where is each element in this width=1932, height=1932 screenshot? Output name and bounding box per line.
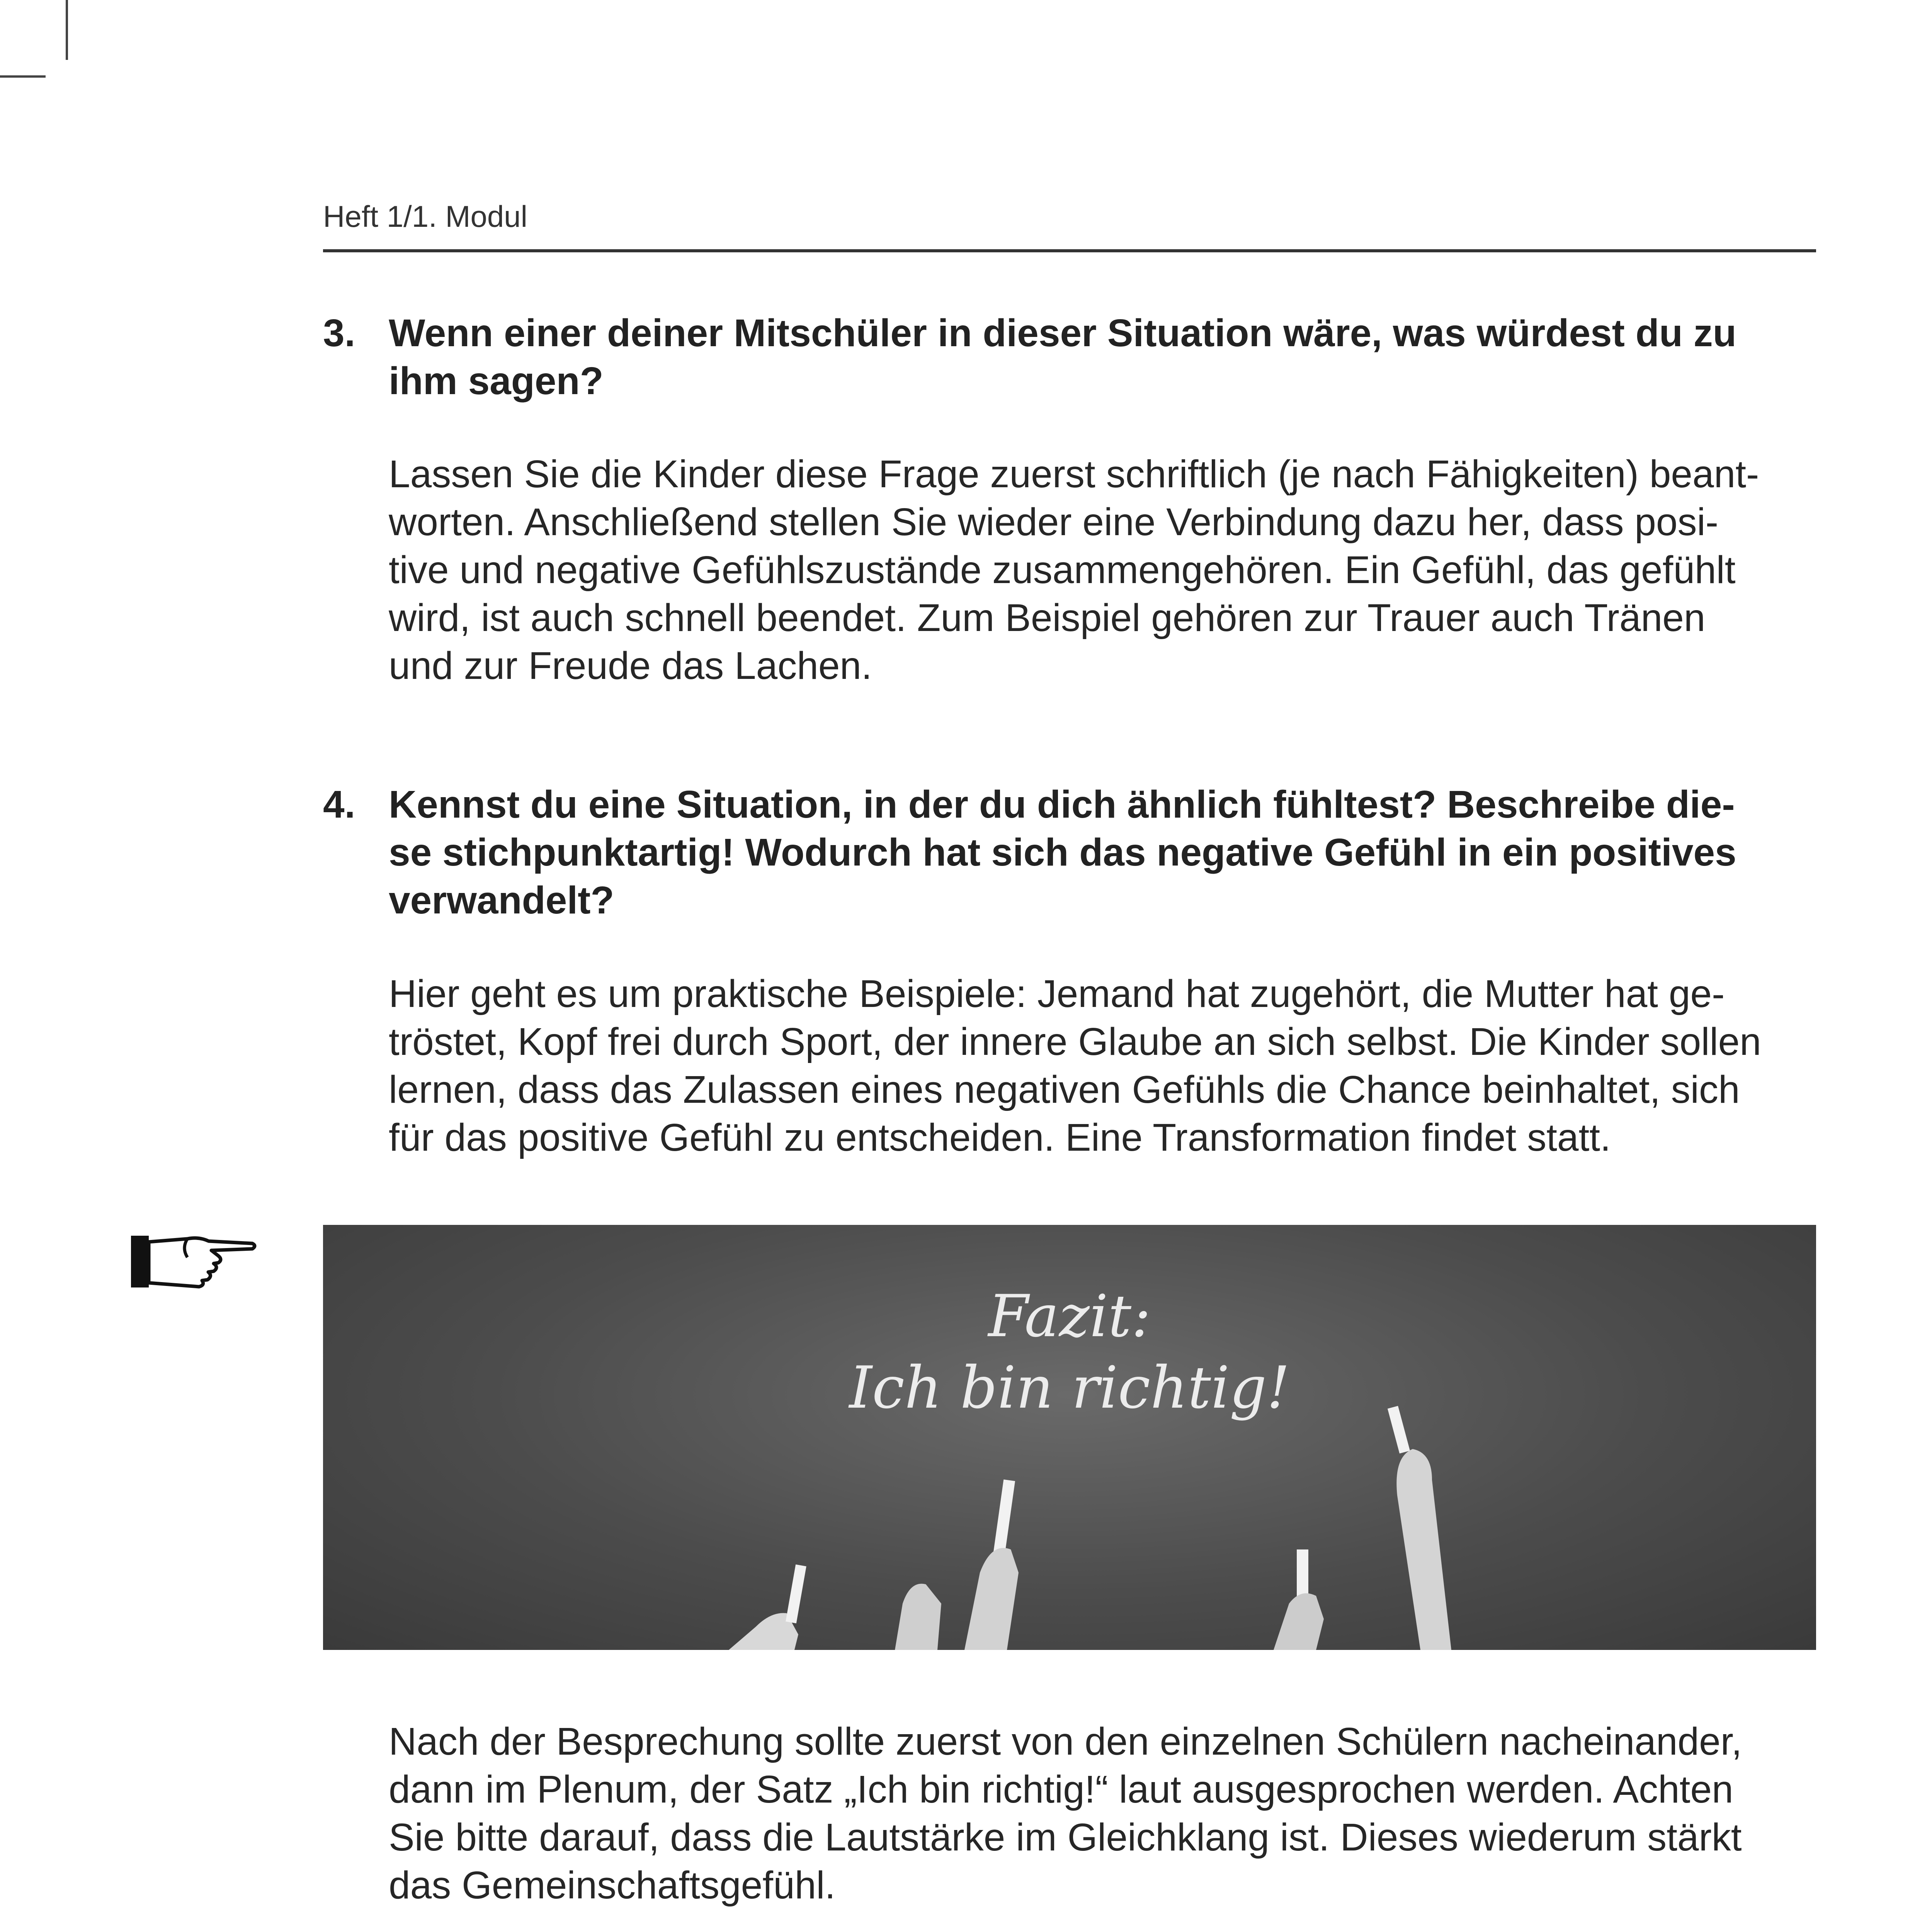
question-number: 3.	[323, 311, 355, 355]
question-line: Wenn einer deiner Mitschüler in dieser Situation wäre, was würdest du zu	[389, 311, 1736, 355]
answer-line: dann im Plenum, der Satz „Ich bin richtig!“ laut ausgesprochen werden. Achten	[389, 1768, 1733, 1811]
question-number: 4.	[323, 783, 355, 826]
chalk-text-fazit: Fazit:	[988, 1283, 1151, 1350]
raised-hands-graphic	[323, 1225, 1816, 1650]
answer-line: und zur Freude das Lachen.	[389, 644, 872, 687]
answer-line: Nach der Besprechung sollte zuerst von den einzelnen Schülern nacheinander,	[389, 1720, 1742, 1763]
question-3	[323, 309, 1818, 405]
pointing-hand-icon	[129, 1225, 257, 1298]
question-line: se stichpunktartig! Wodurch hat sich das negative Gefühl in ein positives	[389, 831, 1736, 874]
answer-line: Hier geht es um praktische Beispiele: Jemand hat zugehört, die Mutter hat ge-	[389, 972, 1725, 1015]
answer-after-image	[389, 1718, 1818, 1909]
answer-line: wird, ist auch schnell beendet. Zum Beispiel gehören zur Trauer auch Tränen	[389, 596, 1706, 639]
answer-line: tive und negative Gefühlszustände zusammengehören. Ein Gefühl, das gefühlt	[389, 548, 1736, 592]
answer-line: lernen, dass das Zulassen eines negativen Gefühls die Chance beinhaltet, sich	[389, 1068, 1740, 1111]
answer-3	[389, 450, 1818, 690]
chalkboard-image	[323, 1225, 1816, 1650]
answer-line: das Gemeinschaftsgefühl.	[389, 1864, 836, 1907]
question-4	[323, 781, 1818, 924]
answer-line: tröstet, Kopf frei durch Sport, der innere Glaube an sich selbst. Die Kinder sollen	[389, 1020, 1761, 1063]
chalk-text-ich-bin-richtig: Ich bin richtig!	[849, 1354, 1290, 1422]
header-rule	[323, 249, 1816, 252]
answer-line: Lassen Sie die Kinder diese Frage zuerst schriftlich (je nach Fähigkeiten) beant-	[389, 452, 1759, 496]
crop-mark	[66, 0, 68, 60]
crop-mark	[0, 75, 46, 78]
question-line: Kennst du eine Situation, in der du dich ähnlich fühltest? Beschreibe die-	[389, 783, 1735, 826]
answer-line: Sie bitte darauf, dass die Lautstärke im Gleichklang ist. Dieses wiederum stärkt	[389, 1816, 1742, 1859]
answer-line: für das positive Gefühl zu entscheiden. Eine Transformation findet statt.	[389, 1116, 1611, 1159]
answer-line: worten. Anschließend stellen Sie wieder eine Verbindung dazu her, dass posi-	[389, 500, 1719, 544]
running-header: Heft 1/1. Modul	[323, 199, 527, 233]
question-line: ihm sagen?	[389, 359, 604, 403]
answer-4	[389, 970, 1818, 1162]
question-line: verwandelt?	[389, 879, 614, 922]
